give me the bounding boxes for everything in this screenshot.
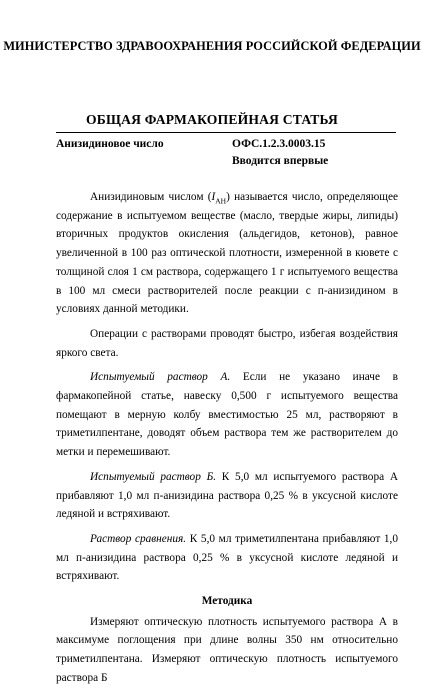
document-body	[56, 188, 398, 694]
ministry-heading: МИНИСТЕРСТВО ЗДРАВООХРАНЕНИЯ РОССИЙСКОЙ ФЕДЕРАЦИИ	[3, 39, 421, 53]
test-solution-a-label: Испытуемый раствор А.	[90, 371, 231, 384]
article-code: ОФС.1.2.3.0003.15	[232, 138, 326, 150]
page-title: ОБЩАЯ ФАРМАКОПЕЙНАЯ СТАТЬЯ	[86, 112, 338, 127]
test-solution-b-label: Испытуемый раствор Б.	[90, 470, 217, 483]
anisidine-symbol-subscript: АН	[215, 196, 227, 206]
paragraph-test-solution-a: Испытуемый раствор А. Если не указано иначе в фармакопейной статье, навеску 0,500 г испытуемого вещества помещают в мерную колбу вместимостью 25 мл, растворяют в триметилпентане, доводят объем раствора тем же растворителем до метки и перемешивают.	[56, 371, 398, 459]
paragraph-reference-solution: Раствор сравнения. К 5,0 мл триметилпентана прибавляют 1,0 мл п-анизидина раствора 0,25 % в уксусной кислоте ледяной и встряхивают.	[56, 532, 398, 583]
paragraph-definition: Анизидиновым числом $(I_{АН})$ называется число, определяющее содержание в испытуемом веществе (масло, твердые жиры, липиды) вторичных продуктов окисления (альдегидов, кетонов), равное увеличенной в 100 раз оптической плотности, измеренной в кювете с толщиной слоя 1 см раствора, содержащего 1 г испытуемого вещества в 100 мл смеси растворителей после реакции с п-анизидином в условиях данной методики.	[56, 191, 398, 316]
introduction-status: Вводится впервые	[232, 155, 329, 167]
article-name: Анизидиновое число	[56, 138, 164, 150]
paragraph-test-solution-b: Испытуемый раствор Б. К 5,0 мл испытуемого раствора А прибавляют 1,0 мл п-анизидина раствора 0,25 % в уксусной кислоте ледяной и встряхивают.	[56, 470, 398, 521]
reference-solution-label: Раствор сравнения.	[90, 532, 187, 545]
method-heading: Методика	[201, 595, 253, 608]
paragraph-method: Измеряют оптическую плотность испытуемого раствора А в максимуме поглощения при длине волны 350 нм относительно триметилпентана. Измеряют оптическую плотность испытуемого раствора Б	[56, 615, 398, 684]
paragraph-light-warning: Операции с растворами проводят быстро, избегая воздействия яркого света.	[56, 327, 398, 359]
anisidine-symbol: I	[211, 191, 216, 203]
title-divider	[56, 132, 396, 133]
